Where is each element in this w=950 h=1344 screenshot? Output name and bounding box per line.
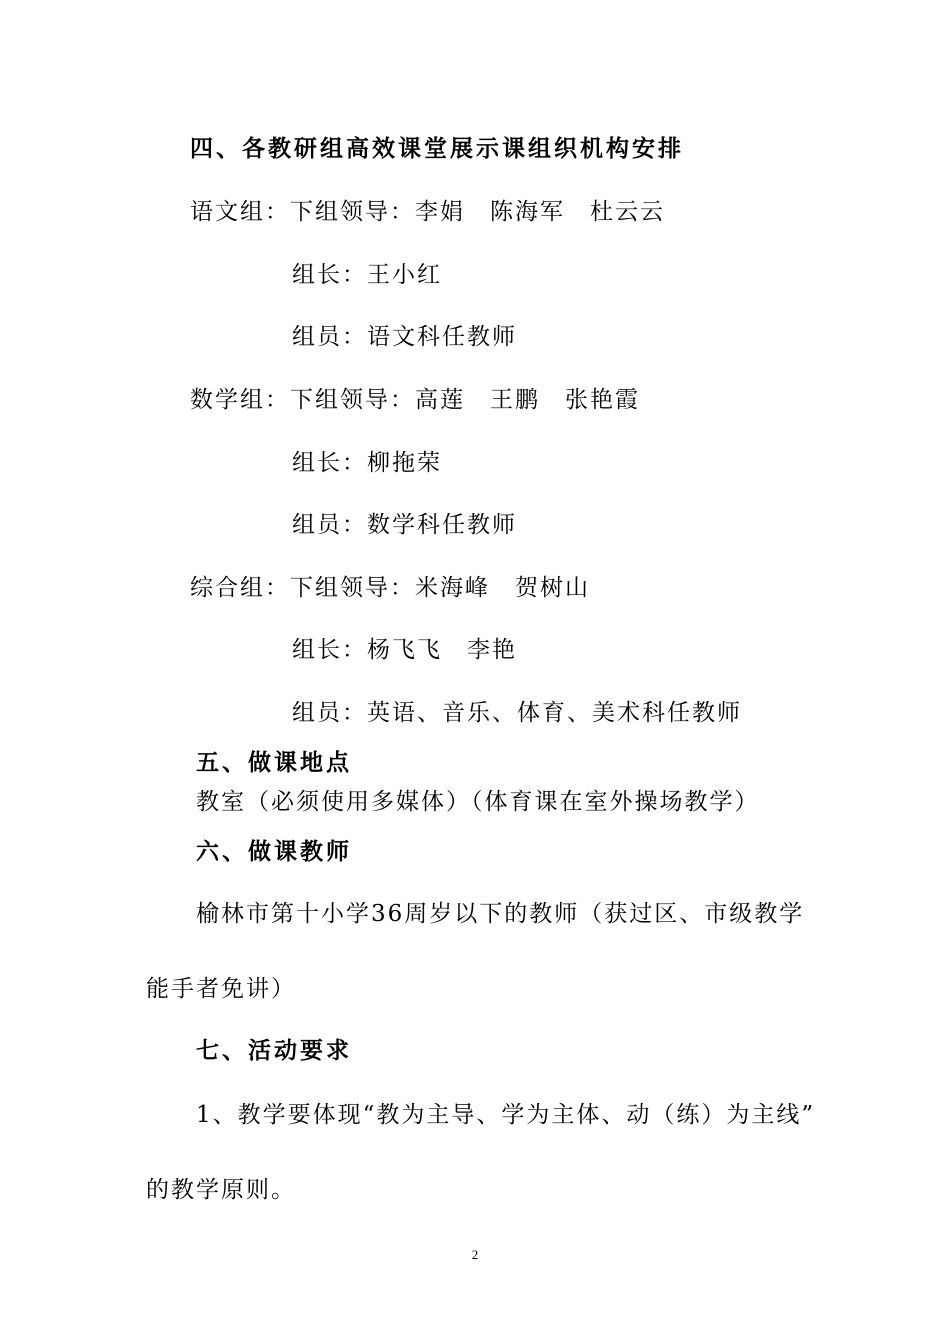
section-5-text: 教室（必须使用多媒体）（体育课在室外操场教学） [196, 789, 760, 815]
section-6-heading: 六、做课教师 [196, 839, 352, 865]
general-group-leaders: 综合组：下组领导：米海峰 贺树山 [190, 575, 590, 601]
chinese-group-members: 组员：语文科任教师 [292, 324, 517, 350]
section-6-text-line2: 能手者免讲） [146, 976, 296, 1002]
section-4-heading: 四、各教研组高效课堂展示课组织机构安排 [190, 136, 684, 162]
chinese-group-leaders: 语文组：下组领导：李娟 陈海军 杜云云 [190, 199, 665, 225]
math-group-members: 组员：数学科任教师 [292, 512, 517, 538]
math-group-leaders: 数学组：下组领导：高莲 王鹏 张艳霞 [190, 387, 640, 413]
section-5-heading: 五、做课地点 [196, 750, 352, 776]
general-group-head: 组长：杨飞飞 李艳 [292, 637, 517, 663]
page-number: 2 [471, 1247, 479, 1262]
section-7-item1-line1: 1、教学要体现“教为主导、学为主体、动（练）为主线” [196, 1102, 816, 1128]
chinese-group-head: 组长：王小红 [292, 262, 442, 288]
section-7-heading: 七、活动要求 [196, 1038, 352, 1064]
section-7-item1-line2: 的教学原则。 [146, 1177, 296, 1203]
section-6-text-line1: 榆林市第十小学36周岁以下的教师（获过区、市级教学 [196, 901, 805, 927]
math-group-head: 组长：柳拖荣 [292, 450, 442, 476]
general-group-members: 组员：英语、音乐、体育、美术科任教师 [292, 700, 742, 726]
